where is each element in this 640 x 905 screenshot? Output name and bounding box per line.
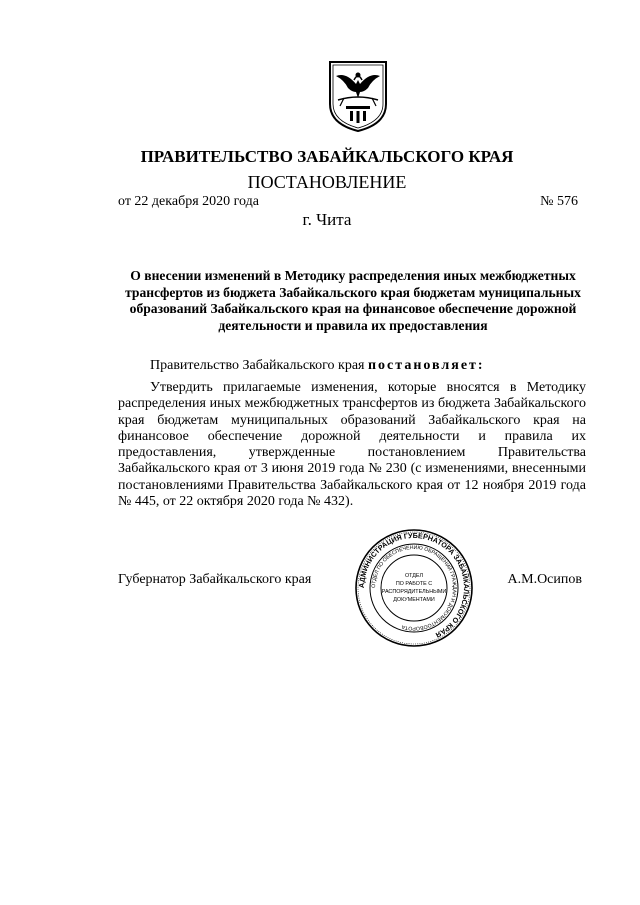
document-city: г. Чита: [302, 210, 352, 229]
preamble: [150, 358, 485, 374]
preamble-lead: Правительство Забайкальского края: [150, 358, 365, 373]
preamble-verb: постановляет:: [367, 358, 485, 373]
seal-stamp-icon: [354, 528, 474, 648]
stamp-center-line: ДОКУМЕНТАМИ: [393, 597, 435, 603]
document-type: ПОСТАНОВЛЕНИЕ: [247, 172, 407, 192]
stamp-center-line: РАСПОРЯДИТЕЛЬНЫМИ: [381, 589, 447, 595]
stamp-inner-text: ОТДЕЛ ПО ОБЕСПЕЧЕНИЮ ОБРАЩЕНИЙ ГРАЖДАН И ДОКУМЕНТООБОРОТА: [370, 544, 458, 632]
coat-of-arms-icon: [326, 58, 390, 134]
document-number: № 576: [540, 194, 578, 209]
stamp-center-line: ОТДЕЛ: [404, 573, 424, 579]
stamp-outer-text: АДМИНИСТРАЦИЯ ГУБЕРНАТОРА ЗАБАЙКАЛЬСКОГО КРАЯ: [356, 530, 472, 640]
stamp-center-line: ПО РАБОТЕ С: [395, 581, 433, 587]
signer-title: Губернатор Забайкальского края: [118, 572, 312, 587]
signer-name: А.М.Осипов: [507, 572, 582, 587]
svg-text:ОТДЕЛ ПО ОБЕСПЕЧЕНИЮ ОБРАЩЕНИЙ: [371, 545, 457, 631]
document-subject: О внесении изменений в Методику распределения иных межбюджетных трансфертов из бюджета Забайкальского края бюджетам муниципальных образований Забайкальского края на финансовое обеспечение дорожной деятельности и правила их предоставления: [125, 268, 581, 333]
document-body: Утвердить прилагаемые изменения, которые вносятся в Методику распределения иных межбюджетных трансфертов из бюджета Забайкальского края бюджетам муниципальных образований Забайкальского края на финансовое обеспечение дорожной деятельности и правила их предоставления, утвержденные постановлением Правительства Забайкальского края от 3 июня 2019 года № 230 (с изменениями, внесенными постановлениями Правительства Забайкальского края от 12 ноября 2019 года № 445, от 22 октября 2020 года № 432).: [118, 380, 586, 510]
organization-title: ПРАВИТЕЛЬСТВО ЗАБАЙКАЛЬСКОГО КРАЯ: [140, 147, 514, 166]
document-date: от 22 декабря 2020 года: [118, 194, 259, 209]
